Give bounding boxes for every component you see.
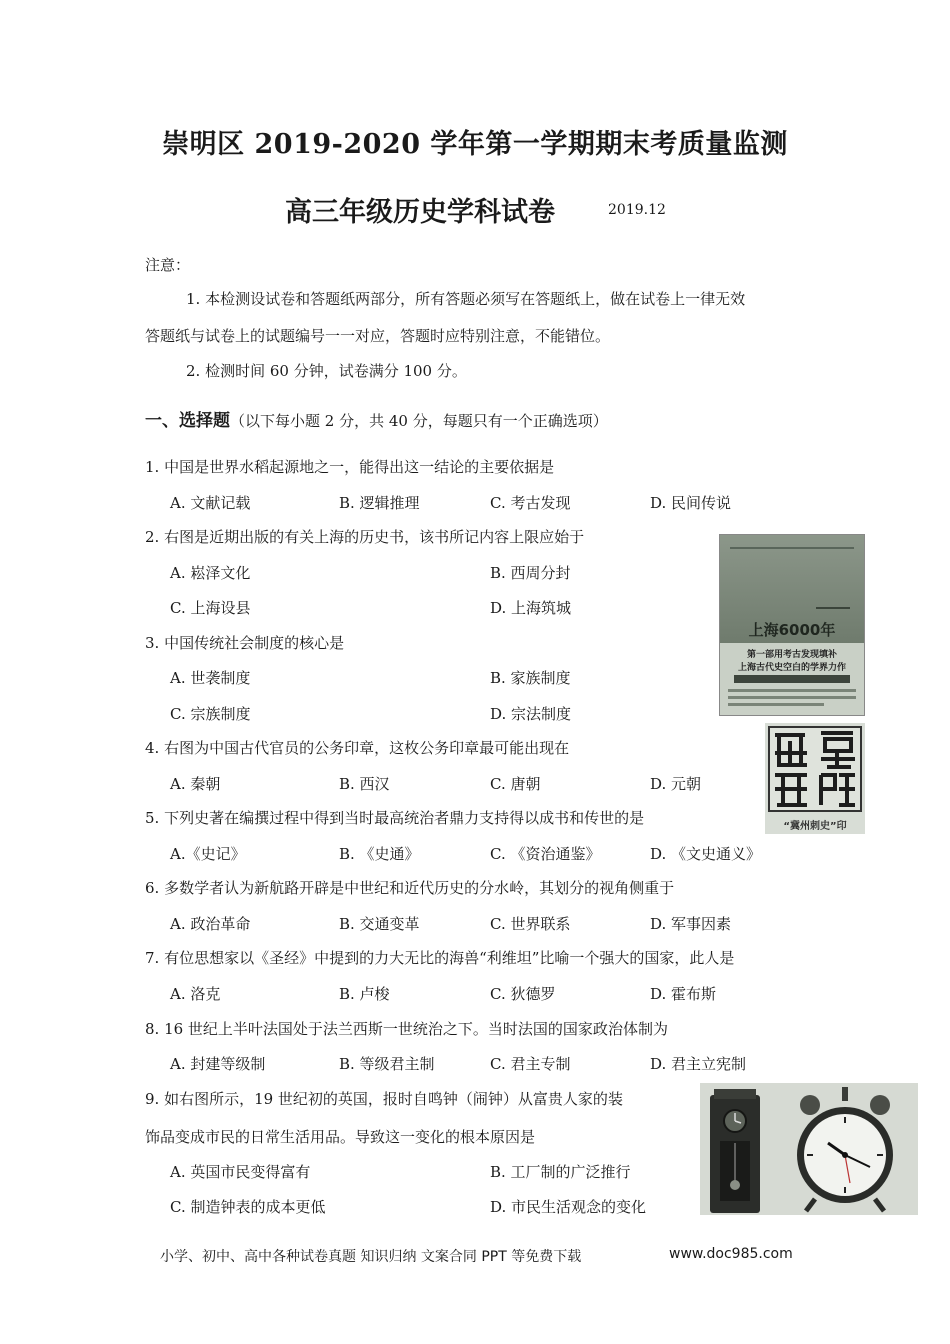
question-2-option-b: B. 西周分封: [490, 564, 571, 582]
question-9-option-c: C. 制造钟表的成本更低: [170, 1198, 326, 1216]
question-9-option-a: A. 英国市民变得富有: [170, 1163, 311, 1181]
question-9-option-d: D. 市民生活观念的变化: [490, 1198, 647, 1216]
question-6-stem: 6. 多数学者认为新航路开辟是中世纪和近代历史的分水岭，其划分的视角侧重于: [145, 879, 675, 897]
book-banner-line2: 上海古代史空白的学界力作: [737, 663, 846, 673]
notice-item1-line1: 1. 本检测设试卷和答题纸两部分，所有答题必须写在答题纸上，做在试卷上一律无效: [186, 290, 746, 308]
question-6-option-c: C. 世界联系: [490, 915, 571, 933]
seal-glyphs-icon: [765, 723, 865, 815]
question-7-option-a: A. 洛克: [170, 985, 221, 1003]
question-4-option-b: B. 西汉: [339, 775, 390, 793]
footer-link[interactable]: www.doc985.com: [669, 1246, 793, 1262]
question-1-option-a: A. 文献记载: [170, 494, 251, 512]
notice-item1-line2: 答题纸与试卷上的试题编号一一对应，答题时应特别注意，不能错位。: [145, 327, 611, 345]
question-8-option-b: B. 等级君主制: [339, 1055, 435, 1073]
book-cover-image: [719, 534, 865, 716]
book-banner-line1: 第一部用考古发现填补: [746, 650, 837, 660]
question-8-option-c: C. 君主专制: [490, 1055, 571, 1073]
question-3-option-d: D. 宗法制度: [490, 705, 572, 723]
grandfather-clock-icon: [710, 1089, 760, 1213]
question-6-option-b: B. 交通变革: [339, 915, 420, 933]
question-2-option-c: C. 上海设县: [170, 599, 251, 617]
question-2-option-a: A. 崧泽文化: [170, 564, 251, 582]
question-8-option-d: D. 君主立宪制: [650, 1055, 747, 1073]
question-4-option-a: A. 秦朝: [170, 775, 221, 793]
question-9-stem: 9. 如右图所示，19 世纪初的英国，报时自鸣钟（闹钟）从富贵人家的装: [145, 1090, 623, 1108]
question-5-option-d: D. 《文史通义》: [650, 845, 762, 863]
question-1-option-d: D. 民间传说: [650, 494, 732, 512]
question-9-option-b: B. 工厂制的广泛推行: [490, 1163, 631, 1181]
seal-caption: “冀州刺史”印: [783, 821, 847, 832]
question-2-stem: 2. 右图是近期出版的有关上海的历史书，该书所记内容上限应始于: [145, 528, 585, 546]
question-5-option-b: B. 《史通》: [339, 845, 420, 863]
question-5-option-a: A.《史记》: [170, 845, 246, 863]
question-7-option-c: C. 狄德罗: [490, 985, 556, 1003]
section-title: 一、选择题: [145, 411, 230, 431]
question-3-stem: 3. 中国传统社会制度的核心是: [145, 634, 345, 652]
alarm-clock-icon: [797, 1087, 893, 1211]
question-1-option-b: B. 逻辑推理: [339, 494, 420, 512]
question-4-option-c: C. 唐朝: [490, 775, 541, 793]
question-9-stem-line2: 饰品变成市民的日常生活用品。导致这一变化的根本原因是: [145, 1128, 536, 1146]
section-heading: [145, 406, 608, 431]
notice-label: 注意：: [145, 256, 191, 274]
question-1-option-c: C. 考古发现: [490, 494, 571, 512]
notice-item2: 2. 检测时间 60 分钟，试卷满分 100 分。: [186, 362, 467, 380]
question-5-stem: 5. 下列史著在编撰过程中得到当时最高统治者鼎力支持得以成书和传世的是: [145, 809, 645, 827]
footer-text: 小学、初中、高中各种试卷真题 知识归纳 文案合同 PPT 等免费下载: [160, 1249, 582, 1265]
question-8-stem: 8. 16 世纪上半叶法国处于法兰西斯一世统治之下。当时法国的国家政治体制为: [145, 1020, 668, 1038]
question-4-stem: 4. 右图为中国古代官员的公务印章，这枚公务印章最可能出现在: [145, 739, 570, 757]
question-2-option-d: D. 上海筑城: [490, 599, 572, 617]
question-6-option-d: D. 军事因素: [650, 915, 732, 933]
clocks-image: [700, 1083, 918, 1215]
question-5-option-c: C. 《资治通鉴》: [490, 845, 601, 863]
question-8-option-a: A. 封建等级制: [170, 1055, 266, 1073]
exam-title-line2: 高三年级历史学科试卷: [285, 197, 555, 228]
book-title: 上海6000年: [748, 621, 836, 639]
question-6-option-a: A. 政治革命: [170, 915, 251, 933]
question-7-stem: 7. 有位思想家以《圣经》中提到的力大无比的海兽“利维坦”比喻一个强大的国家，此人是: [145, 949, 735, 967]
question-7-option-d: D. 霍布斯: [650, 985, 717, 1003]
question-3-option-a: A. 世袭制度: [170, 669, 251, 687]
question-3-option-b: B. 家族制度: [490, 669, 571, 687]
question-3-option-c: C. 宗族制度: [170, 705, 251, 723]
question-1-stem: 1. 中国是世界水稻起源地之一，能得出这一结论的主要依据是: [145, 458, 555, 476]
question-7-option-b: B. 卢梭: [339, 985, 390, 1003]
question-4-option-d: D. 元朝: [650, 775, 702, 793]
seal-image: [765, 723, 865, 834]
exam-title-line1: 崇明区 2019-2020 学年第一学期期末考质量监测: [162, 129, 788, 160]
exam-date: 2019.12: [608, 202, 666, 218]
section-note: （以下每小题 2 分，共 40 分，每题只有一个正确选项）: [230, 412, 608, 430]
